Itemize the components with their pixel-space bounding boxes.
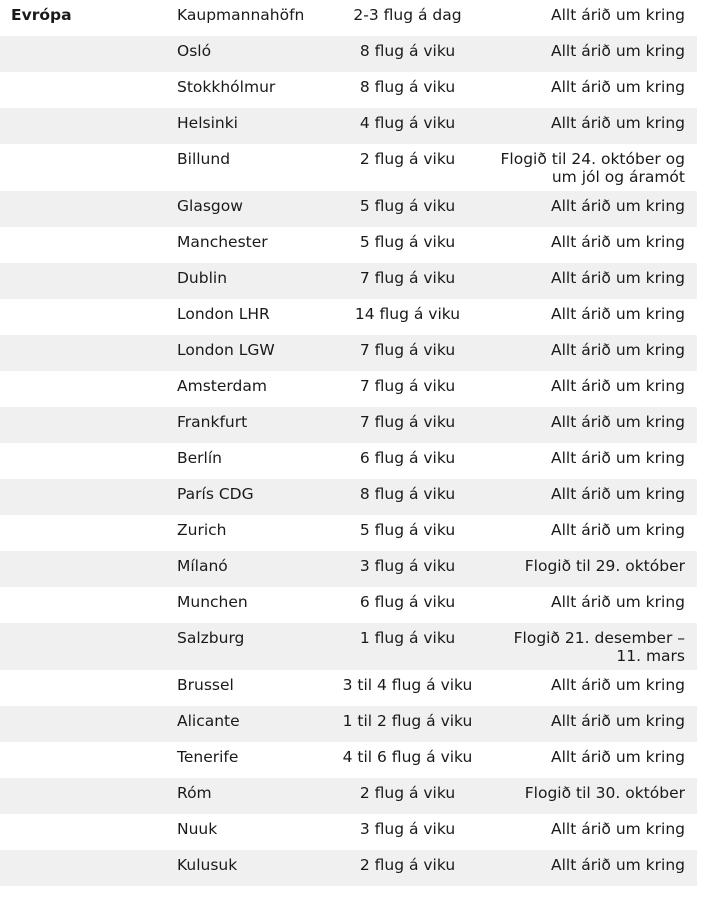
table-row <box>0 551 697 587</box>
period-cell: Flogið til 30. október <box>524 784 685 802</box>
table-row <box>0 0 697 36</box>
table-row <box>0 623 697 670</box>
destination-cell: Salzburg <box>177 629 245 647</box>
period-cell: Allt árið um kring <box>551 341 685 359</box>
frequency-cell: 7 flug á viku <box>359 341 456 359</box>
destination-cell: Manchester <box>177 233 268 251</box>
destination-cell: París CDG <box>177 485 254 503</box>
period-cell: Allt árið um kring <box>551 485 685 503</box>
table-row <box>0 371 697 407</box>
period-cell: Allt árið um kring <box>551 676 685 694</box>
frequency-cell: 8 flug á viku <box>359 78 456 96</box>
table-row <box>0 670 697 706</box>
table-row <box>0 587 697 623</box>
period-cell: Allt árið um kring <box>551 748 685 766</box>
period-cell: Allt árið um kring <box>551 521 685 539</box>
table-row <box>0 108 697 144</box>
region-label: Evrópa <box>11 6 72 24</box>
table-row <box>0 36 697 72</box>
destination-cell: London LGW <box>177 341 275 359</box>
destination-cell: Brussel <box>177 676 234 694</box>
frequency-cell: 4 til 6 flug á viku <box>342 748 473 766</box>
table-row <box>0 515 697 551</box>
period-cell: Allt árið um kring <box>551 413 685 431</box>
table-row <box>0 814 697 850</box>
destination-cell: London LHR <box>177 305 270 323</box>
destination-cell: Osló <box>177 42 212 60</box>
table-row <box>0 227 697 263</box>
table-row <box>0 850 697 886</box>
table-row <box>0 479 697 515</box>
destination-cell: Tenerife <box>177 748 239 766</box>
frequency-cell: 7 flug á viku <box>359 413 456 431</box>
destination-cell: Alicante <box>177 712 240 730</box>
frequency-cell: 4 flug á viku <box>359 114 456 132</box>
destination-cell: Róm <box>177 784 212 802</box>
destination-cell: Berlín <box>177 449 222 467</box>
frequency-cell: 8 flug á viku <box>359 42 456 60</box>
frequency-cell: 5 flug á viku <box>359 233 456 251</box>
frequency-cell: 7 flug á viku <box>359 269 456 287</box>
frequency-cell: 2 flug á viku <box>359 784 456 802</box>
table-row <box>0 191 697 227</box>
period-cell: Allt árið um kring <box>551 6 685 24</box>
table-row <box>0 407 697 443</box>
frequency-cell: 5 flug á viku <box>359 197 456 215</box>
destination-cell: Kaupmannahöfn <box>177 6 305 24</box>
table-row <box>0 72 697 108</box>
table-row <box>0 742 697 778</box>
period-cell: Allt árið um kring <box>551 197 685 215</box>
period-cell: Allt árið um kring <box>551 114 685 132</box>
destination-cell: Glasgow <box>177 197 243 215</box>
destination-cell: Stokkhólmur <box>177 78 276 96</box>
table-row <box>0 263 697 299</box>
frequency-cell: 2 flug á viku <box>359 150 456 168</box>
frequency-cell: 1 til 2 flug á viku <box>342 712 473 730</box>
destination-cell: Frankfurt <box>177 413 248 431</box>
table-row <box>0 778 697 814</box>
frequency-cell: 1 flug á viku <box>359 629 456 647</box>
frequency-cell: 6 flug á viku <box>359 449 456 467</box>
frequency-cell: 2 flug á viku <box>359 856 456 874</box>
destination-cell: Munchen <box>177 593 248 611</box>
period-cell: Allt árið um kring <box>551 42 685 60</box>
destination-cell: Billund <box>177 150 231 168</box>
period-cell: Allt árið um kring <box>551 820 685 838</box>
destination-cell: Helsinki <box>177 114 238 132</box>
destination-cell: Amsterdam <box>177 377 267 395</box>
destination-cell: Mílanó <box>177 557 228 575</box>
destination-cell: Dublin <box>177 269 228 287</box>
period-cell: Flogið 21. desember – 11. mars <box>513 629 685 665</box>
destination-cell: Nuuk <box>177 820 218 838</box>
frequency-cell: 5 flug á viku <box>359 521 456 539</box>
period-cell: Allt árið um kring <box>551 377 685 395</box>
period-cell: Flogið til 29. október <box>524 557 685 575</box>
frequency-cell: 14 flug á viku <box>354 305 461 323</box>
frequency-cell: 3 flug á viku <box>359 557 456 575</box>
frequency-cell: 2-3 flug á dag <box>353 6 462 24</box>
frequency-cell: 7 flug á viku <box>359 377 456 395</box>
table-row <box>0 706 697 742</box>
period-cell: Allt árið um kring <box>551 78 685 96</box>
frequency-cell: 6 flug á viku <box>359 593 456 611</box>
destination-cell: Zurich <box>177 521 227 539</box>
period-cell: Flogið til 24. október og um jól og áramót <box>500 150 685 186</box>
frequency-cell: 3 til 4 flug á viku <box>342 676 473 694</box>
table-row <box>0 443 697 479</box>
period-cell: Allt árið um kring <box>551 305 685 323</box>
destination-cell: Kulusuk <box>177 856 238 874</box>
period-cell: Allt árið um kring <box>551 233 685 251</box>
frequency-cell: 3 flug á viku <box>359 820 456 838</box>
period-cell: Allt árið um kring <box>551 449 685 467</box>
period-cell: Allt árið um kring <box>551 593 685 611</box>
period-cell: Allt árið um kring <box>551 856 685 874</box>
table-row <box>0 299 697 335</box>
period-cell: Allt árið um kring <box>551 269 685 287</box>
frequency-cell: 8 flug á viku <box>359 485 456 503</box>
table-row <box>0 335 697 371</box>
period-cell: Allt árið um kring <box>551 712 685 730</box>
table-row <box>0 144 697 191</box>
